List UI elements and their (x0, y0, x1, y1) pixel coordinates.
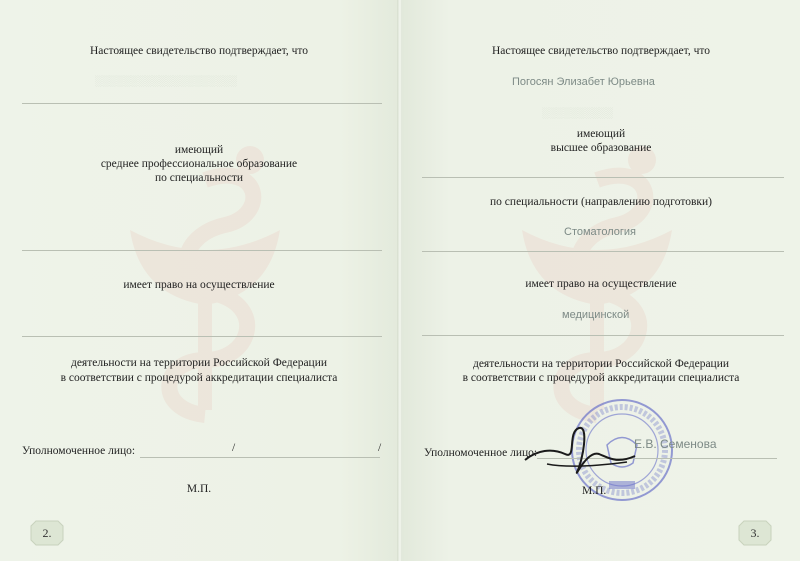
page-number: 2. (42, 526, 52, 540)
activity-line (422, 335, 784, 336)
edu-line-3: по специальности (154, 172, 244, 184)
activity-line-2: в соответствии с процедурой аккредитации специалиста (60, 372, 338, 384)
right-label: имеет право на осуществление (525, 278, 677, 290)
header-text: Настоящее свидетельство подтверждает, что (491, 45, 710, 57)
signature-line (140, 457, 380, 458)
signatory-label: Уполномоченное лицо: (424, 447, 538, 459)
seal-label: М.П. (186, 483, 212, 495)
holder-name-line (22, 103, 382, 104)
specialty-line (422, 251, 784, 252)
ghost-text: ░░░░░░░░░░ (542, 108, 613, 119)
slash-1: / (232, 442, 236, 454)
edu-line-2: высшее образование (550, 142, 652, 154)
activity-line-1: деятельности на территории Российской Федерации (70, 357, 328, 369)
edu-line-2: среднее профессиональное образование (100, 158, 298, 170)
activity-line-2: в соответствии с процедурой аккредитации специалиста (462, 372, 740, 384)
education-line (422, 177, 784, 178)
edu-line-1: имеющий (576, 128, 626, 140)
signatory-name: Е.В. Семенова (634, 437, 717, 451)
header-text: Настоящее свидетельство подтверждает, что (89, 45, 308, 57)
page-number: 3. (750, 526, 760, 540)
specialty-label: по специальности (направлению подготовки) (490, 196, 712, 208)
seal-label: М.П. (582, 485, 607, 497)
activity-line (22, 336, 382, 337)
handwritten-signature (517, 420, 647, 485)
holder-name: Погосян Элизабет Юрьевна (512, 76, 655, 88)
edu-line-1: имеющий (174, 144, 224, 156)
activity-line-1: деятельности на территории Российской Федерации (472, 358, 730, 370)
signatory-label: Уполномоченное лицо: (22, 445, 136, 457)
activity-type: медицинской (562, 309, 630, 321)
page-number-badge (738, 520, 772, 546)
specialty-value: Стоматология (564, 226, 636, 238)
right-page (402, 0, 800, 561)
right-label: имеет право на осуществление (123, 279, 275, 291)
specialty-line (22, 250, 382, 251)
left-page (0, 0, 398, 561)
page-number-badge (30, 520, 64, 546)
ghost-text: ░░░░░░░░░░░░░░░░░░░░ (95, 76, 237, 87)
slash-2: / (378, 442, 382, 454)
